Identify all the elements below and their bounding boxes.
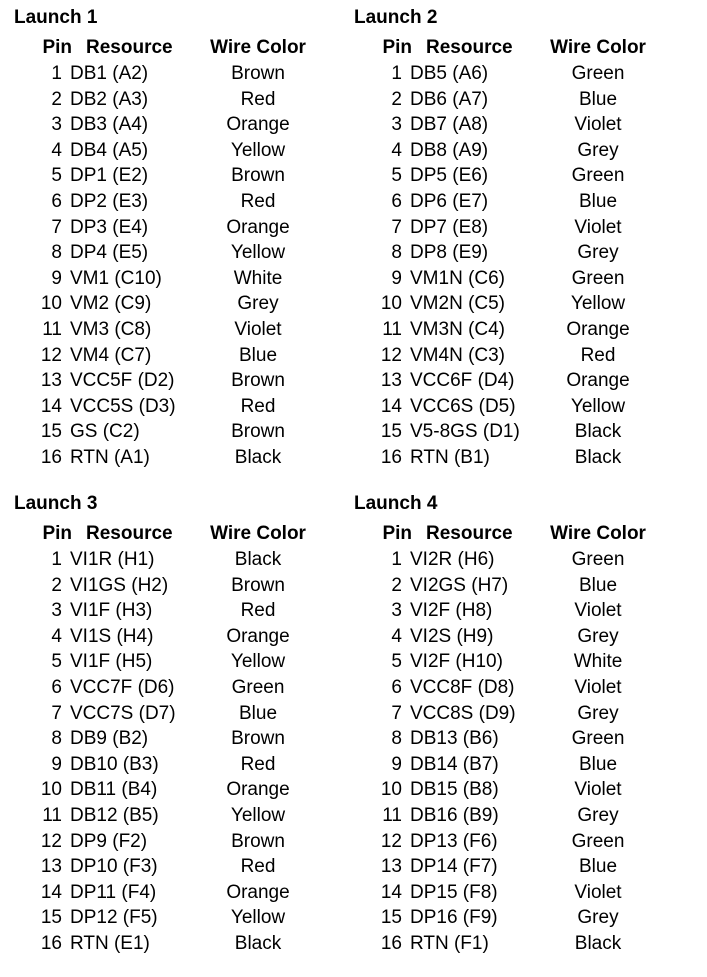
table-row	[14, 189, 354, 215]
table-row	[14, 752, 354, 778]
wire-color-cell: Violet	[574, 881, 622, 903]
resource-cell: DB4 (A5)	[70, 139, 149, 161]
resource-cell: VM4N (C3)	[410, 344, 506, 366]
wire-color-cell: Blue	[238, 702, 278, 724]
wire-color-cell: Brown	[231, 728, 285, 750]
table-row	[354, 112, 694, 138]
pin-number: 6	[51, 677, 62, 698]
table-row	[14, 87, 354, 113]
resource-cell: DP1 (E2)	[70, 165, 149, 187]
resource-cell: DB7 (A8)	[410, 114, 489, 136]
wire-color-cell: Black	[234, 549, 282, 570]
resource-cell: VCC7S (D7)	[70, 702, 176, 724]
pin-number: 13	[380, 856, 402, 878]
pin-number: 8	[51, 242, 62, 264]
table-row	[354, 931, 694, 957]
resource-cell: DB15 (B8)	[410, 779, 499, 801]
wire-color-header: Wire Color	[210, 523, 306, 544]
table-row	[14, 931, 354, 957]
pin-number: 5	[51, 165, 62, 187]
pin-number: 1	[391, 549, 402, 570]
wire-color-cell: Orange	[226, 881, 290, 903]
table-row	[14, 854, 354, 880]
pin-number: 8	[391, 242, 402, 264]
resource-cell: DB12 (B5)	[70, 805, 159, 826]
pin-number: 16	[40, 447, 62, 468]
table-row	[14, 138, 354, 164]
resource-cell: VI1GS (H2)	[70, 574, 169, 596]
resource-cell: DP2 (E3)	[70, 191, 149, 212]
resource-cell: VM3 (C8)	[70, 319, 152, 340]
pin-number: 15	[380, 907, 402, 929]
resource-cell: VI1S (H4)	[70, 625, 154, 647]
resource-cell: DP4 (E5)	[70, 242, 149, 264]
pin-number: 16	[40, 933, 62, 954]
wire-color-cell: Green	[571, 165, 625, 187]
pin-number: 15	[40, 907, 62, 929]
resource-cell: VM1 (C10)	[70, 267, 162, 289]
pin-number: 7	[391, 702, 402, 724]
wire-color-cell: Orange	[226, 625, 290, 647]
wire-color-cell: Blue	[578, 191, 618, 212]
table-row	[354, 343, 694, 369]
wire-color-cell: Blue	[578, 856, 618, 878]
table-row	[354, 726, 694, 752]
launch-4-title: Launch 4	[354, 493, 438, 514]
resource-cell: VM3N (C4)	[410, 319, 506, 340]
pin-number: 1	[51, 63, 62, 84]
pin-number: 14	[380, 881, 402, 903]
table-row	[14, 343, 354, 369]
resource-cell: DP14 (F7)	[410, 856, 498, 878]
wire-color-cell: Brown	[231, 830, 285, 852]
wire-color-cell: Blue	[578, 753, 618, 775]
wire-color-cell: Red	[240, 753, 276, 775]
pin-number: 3	[391, 114, 402, 136]
wire-color-cell: Orange	[226, 216, 290, 238]
resource-cell: DB3 (A4)	[70, 114, 149, 136]
wire-color-cell: Violet	[574, 677, 622, 698]
resource-cell: VM1N (C6)	[410, 267, 506, 289]
pin-number: 14	[40, 881, 62, 903]
resource-cell: VI1F (H5)	[70, 651, 153, 673]
pin-number: 15	[40, 421, 62, 443]
wire-color-cell: Black	[234, 447, 282, 468]
resource-cell: DP3 (E4)	[70, 216, 149, 238]
pin-number: 9	[51, 753, 62, 775]
wire-color-cell: Brown	[231, 63, 285, 84]
pin-number: 8	[51, 728, 62, 750]
resource-cell: DB8 (A9)	[410, 139, 489, 161]
pin-number: 1	[51, 549, 62, 570]
resource-cell: DB10 (B3)	[70, 753, 159, 775]
pin-number: 6	[51, 191, 62, 212]
table-row	[354, 803, 694, 829]
wire-color-cell: Green	[231, 677, 285, 698]
resource-cell: DP16 (F9)	[410, 907, 498, 929]
table-row	[14, 675, 354, 701]
launch-1-header-row	[14, 35, 354, 61]
table-row	[354, 829, 694, 855]
pin-number: 10	[40, 293, 62, 315]
pin-number: 4	[391, 139, 402, 161]
resource-cell: DB9 (B2)	[70, 728, 149, 750]
pin-number: 4	[51, 625, 62, 647]
resource-cell: DP12 (F5)	[70, 907, 158, 929]
launch-1-title: Launch 1	[14, 7, 98, 28]
wire-color-cell: Red	[240, 88, 276, 110]
wire-color-cell: Green	[571, 830, 625, 852]
table-row	[14, 905, 354, 931]
wire-color-cell: Brown	[231, 574, 285, 596]
wire-color-cell: Red	[240, 395, 276, 417]
table-row	[14, 266, 354, 292]
table-row	[14, 368, 354, 394]
resource-cell: DB14 (B7)	[410, 753, 499, 775]
table-row	[14, 394, 354, 420]
resource-cell: DP6 (E7)	[410, 191, 489, 212]
resource-cell: DP10 (F3)	[70, 856, 158, 878]
pin-number: 15	[380, 421, 402, 443]
wire-color-cell: Yellow	[230, 805, 286, 826]
table-row	[354, 880, 694, 906]
pin-number: 11	[382, 319, 402, 340]
pin-number: 3	[51, 600, 62, 622]
resource-cell: DP5 (E6)	[410, 165, 489, 187]
launch-3-header-row	[14, 521, 354, 547]
wire-color-cell: Yellow	[230, 242, 286, 264]
pin-number: 6	[391, 191, 402, 212]
pin-number: 7	[391, 216, 402, 238]
table-row	[14, 317, 354, 343]
wire-color-cell: Green	[571, 549, 625, 570]
table-row	[354, 163, 694, 189]
resource-cell: DB5 (A6)	[410, 63, 489, 84]
resource-cell: RTN (A1)	[70, 447, 150, 468]
table-row	[354, 291, 694, 317]
table-row	[354, 547, 694, 573]
wire-color-cell: Grey	[577, 625, 619, 647]
wire-color-cell: Blue	[578, 574, 618, 596]
table-row	[354, 854, 694, 880]
wire-color-cell: Grey	[577, 242, 619, 264]
launch-4-header-row	[354, 521, 694, 547]
resource-cell: DB16 (B9)	[410, 805, 499, 826]
resource-cell: VI1F (H3)	[70, 600, 153, 622]
pin-number: 1	[391, 63, 402, 84]
pin-number: 11	[42, 805, 62, 826]
wire-color-cell: Blue	[578, 88, 618, 110]
wire-color-cell: Blue	[238, 344, 278, 366]
pin-number: 7	[51, 702, 62, 724]
resource-cell: VI2R (H6)	[410, 549, 495, 570]
pin-number: 11	[42, 319, 62, 340]
resource-cell: DP7 (E8)	[410, 216, 489, 238]
wire-color-cell: Grey	[577, 702, 619, 724]
wire-color-cell: Grey	[577, 139, 619, 161]
table-row	[14, 240, 354, 266]
wire-color-cell: Brown	[231, 370, 285, 392]
pin-number: 9	[391, 753, 402, 775]
table-row	[14, 880, 354, 906]
wire-color-cell: Brown	[231, 165, 285, 187]
resource-cell: GS (C2)	[70, 421, 140, 443]
table-row	[354, 752, 694, 778]
table-row	[14, 701, 354, 727]
table-row	[354, 905, 694, 931]
resource-cell: DB2 (A3)	[70, 88, 149, 110]
pin-number: 4	[51, 139, 62, 161]
resource-cell: RTN (B1)	[410, 447, 490, 468]
table-row	[354, 138, 694, 164]
resource-cell: DB6 (A7)	[410, 88, 489, 110]
wire-color-cell: Black	[234, 933, 282, 954]
wire-color-cell: Black	[574, 421, 622, 443]
resource-cell: VI1R (H1)	[70, 549, 155, 570]
pin-number: 10	[380, 779, 402, 801]
pin-number: 14	[40, 395, 62, 417]
wire-color-header: Wire Color	[550, 523, 646, 544]
wire-color-cell: Orange	[226, 779, 290, 801]
resource-cell: DP13 (F6)	[410, 830, 498, 852]
table-row	[354, 240, 694, 266]
table-row	[14, 803, 354, 829]
resource-cell: VCC6F (D4)	[410, 370, 515, 392]
wire-color-cell: Grey	[237, 293, 279, 315]
pin-number: 10	[40, 779, 62, 801]
pin-number: 2	[391, 88, 402, 110]
table-row	[354, 649, 694, 675]
resource-cell: DB1 (A2)	[70, 63, 149, 84]
pin-number: 16	[380, 447, 402, 468]
table-row	[354, 777, 694, 803]
pin-number: 13	[40, 856, 62, 878]
wire-color-cell: Green	[571, 63, 625, 84]
resource-cell: VI2S (H9)	[410, 625, 494, 647]
wire-color-cell: Yellow	[570, 395, 626, 417]
table-row	[354, 266, 694, 292]
table-row	[14, 445, 354, 471]
pin-header: Pin	[42, 37, 72, 58]
wire-color-cell: Violet	[574, 216, 622, 238]
pin-number: 16	[380, 933, 402, 954]
wire-color-cell: Orange	[226, 114, 290, 136]
wire-color-header: Wire Color	[550, 37, 646, 58]
table-row	[14, 829, 354, 855]
pin-number: 12	[380, 830, 402, 852]
pin-number: 13	[40, 370, 62, 392]
table-row	[354, 394, 694, 420]
wire-color-cell: Violet	[574, 779, 622, 801]
wire-color-cell: Violet	[234, 319, 282, 340]
table-row	[14, 547, 354, 573]
wire-color-cell: Red	[240, 856, 276, 878]
table-row	[14, 291, 354, 317]
resource-cell: VCC7F (D6)	[70, 677, 175, 698]
table-row	[14, 573, 354, 599]
resource-cell: VCC6S (D5)	[410, 395, 516, 417]
wire-color-cell: Orange	[566, 319, 630, 340]
table-row	[354, 675, 694, 701]
table-row	[14, 215, 354, 241]
table-row	[14, 61, 354, 87]
table-row	[354, 419, 694, 445]
wire-color-cell: Orange	[566, 370, 630, 392]
pin-number: 2	[51, 88, 62, 110]
pin-number: 3	[51, 114, 62, 136]
table-row	[14, 163, 354, 189]
pin-header: Pin	[42, 523, 72, 544]
pin-number: 7	[51, 216, 62, 238]
resource-cell: V5-8GS (D1)	[410, 421, 520, 443]
pin-number: 12	[40, 344, 62, 366]
table-row	[14, 726, 354, 752]
wire-color-cell: Yellow	[570, 293, 626, 315]
table-row	[354, 573, 694, 599]
pin-number: 5	[391, 165, 402, 187]
resource-header: Resource	[86, 523, 173, 544]
pin-number: 3	[391, 600, 402, 622]
wire-color-cell: Red	[240, 600, 276, 622]
pin-header: Pin	[382, 523, 412, 544]
pin-number: 6	[391, 677, 402, 698]
table-row	[354, 368, 694, 394]
wire-color-cell: Yellow	[230, 907, 286, 929]
pin-number: 2	[391, 574, 402, 596]
table-row	[354, 701, 694, 727]
pin-number: 5	[391, 651, 402, 673]
pin-number: 2	[51, 574, 62, 596]
table-row	[354, 445, 694, 471]
table-row	[14, 777, 354, 803]
resource-cell: DB11 (B4)	[70, 779, 158, 801]
wire-color-cell: Grey	[577, 907, 619, 929]
resource-cell: VCC5F (D2)	[70, 370, 175, 392]
wire-color-cell: White	[573, 651, 623, 673]
pin-number: 10	[380, 293, 402, 315]
resource-header: Resource	[86, 37, 173, 58]
table-row	[14, 649, 354, 675]
wire-color-cell: Yellow	[230, 139, 286, 161]
pin-number: 14	[380, 395, 402, 417]
wire-color-cell: White	[233, 267, 283, 289]
table-row	[354, 61, 694, 87]
launch-2-title: Launch 2	[354, 7, 438, 28]
resource-cell: VCC8S (D9)	[410, 702, 516, 724]
resource-cell: VM4 (C7)	[70, 344, 152, 366]
wire-color-cell: Black	[574, 447, 622, 468]
table-row	[354, 189, 694, 215]
wire-color-cell: Brown	[231, 421, 285, 443]
pin-number: 11	[382, 805, 402, 826]
resource-header: Resource	[426, 523, 513, 544]
pin-number: 12	[40, 830, 62, 852]
table-row	[14, 419, 354, 445]
pin-header: Pin	[382, 37, 412, 58]
table-row	[354, 598, 694, 624]
table-row	[14, 598, 354, 624]
wire-color-cell: Yellow	[230, 651, 286, 673]
wire-color-cell: Violet	[574, 600, 622, 622]
pin-number: 9	[391, 267, 402, 289]
table-row	[14, 112, 354, 138]
wire-color-cell: Black	[574, 933, 622, 954]
resource-cell: VM2 (C9)	[70, 293, 152, 315]
pin-number: 5	[51, 651, 62, 673]
resource-cell: VM2N (C5)	[410, 293, 506, 315]
wire-color-cell: Red	[240, 191, 276, 212]
resource-cell: DB13 (B6)	[410, 728, 499, 750]
wire-color-cell: Red	[580, 344, 616, 366]
pin-number: 9	[51, 267, 62, 289]
wire-color-cell: Green	[571, 728, 625, 750]
wire-color-cell: Violet	[574, 114, 622, 136]
table-row	[14, 624, 354, 650]
resource-cell: VI2GS (H7)	[410, 574, 509, 596]
wire-color-cell: Green	[571, 267, 625, 289]
table-row	[354, 215, 694, 241]
resource-header: Resource	[426, 37, 513, 58]
pin-number: 4	[391, 625, 402, 647]
resource-cell: DP15 (F8)	[410, 881, 498, 903]
resource-cell: VCC8F (D8)	[410, 677, 515, 698]
pin-number: 12	[380, 344, 402, 366]
pin-number: 8	[391, 728, 402, 750]
table-row	[354, 87, 694, 113]
resource-cell: RTN (F1)	[410, 933, 489, 954]
resource-cell: DP8 (E9)	[410, 242, 489, 264]
resource-cell: RTN (E1)	[70, 933, 150, 954]
resource-cell: VI2F (H10)	[410, 651, 503, 673]
pin-number: 13	[380, 370, 402, 392]
resource-cell: DP9 (F2)	[70, 830, 148, 852]
resource-cell: VI2F (H8)	[410, 600, 493, 622]
resource-cell: DP11 (F4)	[70, 881, 157, 903]
table-row	[354, 624, 694, 650]
wire-color-cell: Grey	[577, 805, 619, 826]
launch-2-header-row	[354, 35, 694, 61]
launch-3-title: Launch 3	[14, 493, 98, 514]
wire-color-header: Wire Color	[210, 37, 306, 58]
resource-cell: VCC5S (D3)	[70, 395, 176, 417]
table-row	[354, 317, 694, 343]
